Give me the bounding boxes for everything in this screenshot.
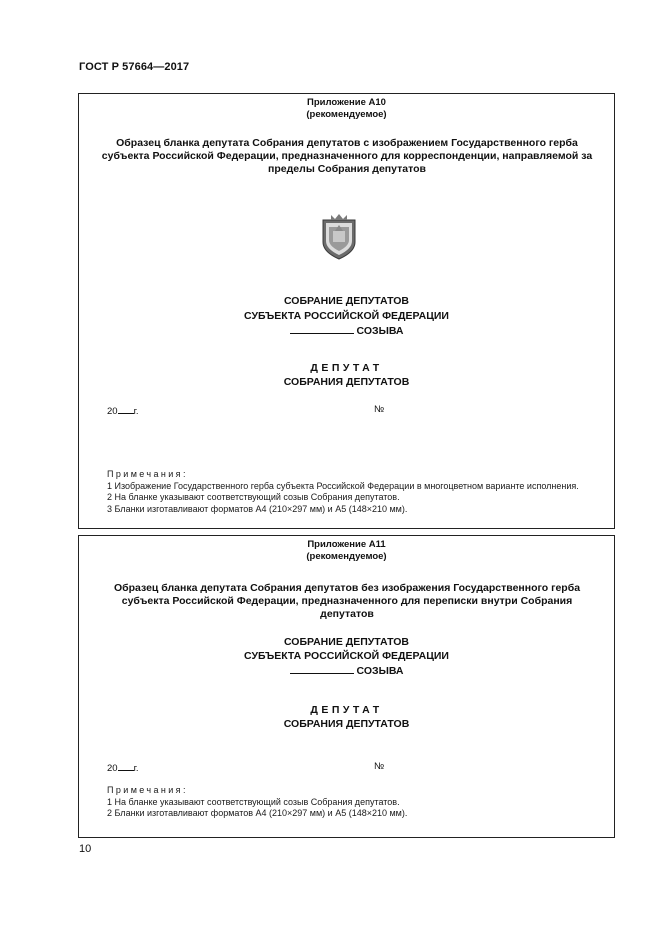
appendix-a11-deputy: ДЕПУТАТ (310, 704, 383, 716)
year-blank-line (118, 761, 134, 771)
appendix-a11-deputy-of: СОБРАНИЯ ДЕПУТАТОВ (283, 718, 410, 730)
appendix-a11-title: Образец бланка депутата Собрания депутатов без изображения Государственного герба субъекта Российской Федерации, предназначенного для переписки внутри Собрания депутатов (113, 582, 581, 620)
appendix-a10-convocation (79, 323, 614, 338)
appendix-a10-org-line2: СУБЪЕКТА РОССИЙСКОЙ ФЕДЕРАЦИИ (244, 310, 449, 322)
date-prefix: 20 (107, 406, 118, 417)
appendix-a10-org-line1: СОБРАНИЕ ДЕПУТАТОВ (283, 295, 410, 307)
appendix-a11-status: (рекомендуемое) (306, 551, 387, 562)
appendix-a10-notes (107, 469, 612, 515)
page-number: 10 (79, 843, 92, 855)
appendix-a10-label: Приложение А10 (307, 97, 386, 108)
notes-heading: Примечания: (107, 469, 188, 479)
appendix-a10-title: Образец бланка депутата Собрания депутатов с изображением Государственного герба субъекта Российской Федерации, предназначенного для корреспонденции, направляемой за пределы Собрания депутатов (101, 137, 593, 175)
appendix-a10-frame (78, 93, 615, 529)
appendix-a11-convocation (79, 663, 614, 678)
year-blank-line (118, 404, 134, 414)
standard-code: ГОСТ Р 57664—2017 (79, 61, 190, 73)
appendix-a11-date-field (107, 761, 139, 774)
appendix-a10-deputy-of: СОБРАНИЯ ДЕПУТАТОВ (283, 376, 410, 388)
note-item: 1 Изображение Государственного герба субъекта Российской Федерации в многоцветном варианте исполнения. (107, 480, 579, 491)
note-item: 2 Бланки изготавливают форматов А4 (210×297 мм) и А5 (148×210 мм). (107, 808, 408, 819)
appendix-a10-date-field (107, 404, 139, 417)
note-item: 2 На бланке указывают соответствующий созыв Собрания депутатов. (107, 492, 400, 503)
appendix-a11-frame (78, 535, 615, 838)
appendix-a11-number-sign: № (374, 761, 385, 772)
appendix-a11-notes (107, 785, 612, 820)
coat-of-arms-emblem-icon (321, 212, 357, 260)
appendix-a10-number-sign: № (374, 404, 385, 415)
appendix-a10-deputy: ДЕПУТАТ (310, 362, 383, 374)
convocation-blank-line (290, 323, 354, 334)
appendix-a10-status: (рекомендуемое) (306, 109, 387, 120)
convocation-blank-line (290, 663, 354, 674)
convocation-label: СОЗЫВА (356, 325, 404, 337)
appendix-a11-org-line2: СУБЪЕКТА РОССИЙСКОЙ ФЕДЕРАЦИИ (244, 650, 449, 662)
note-item: 3 Бланки изготавливают форматов А4 (210×297 мм) и А5 (148×210 мм). (107, 503, 408, 514)
convocation-label: СОЗЫВА (356, 665, 404, 677)
date-prefix: 20 (107, 763, 118, 774)
note-item: 1 На бланке указывают соответствующий созыв Собрания депутатов. (107, 796, 400, 807)
appendix-a11-org-line1: СОБРАНИЕ ДЕПУТАТОВ (283, 636, 410, 648)
appendix-a11-label: Приложение А11 (307, 539, 386, 550)
date-suffix: г. (133, 763, 139, 774)
date-suffix: г. (133, 406, 139, 417)
notes-heading: Примечания: (107, 785, 188, 795)
